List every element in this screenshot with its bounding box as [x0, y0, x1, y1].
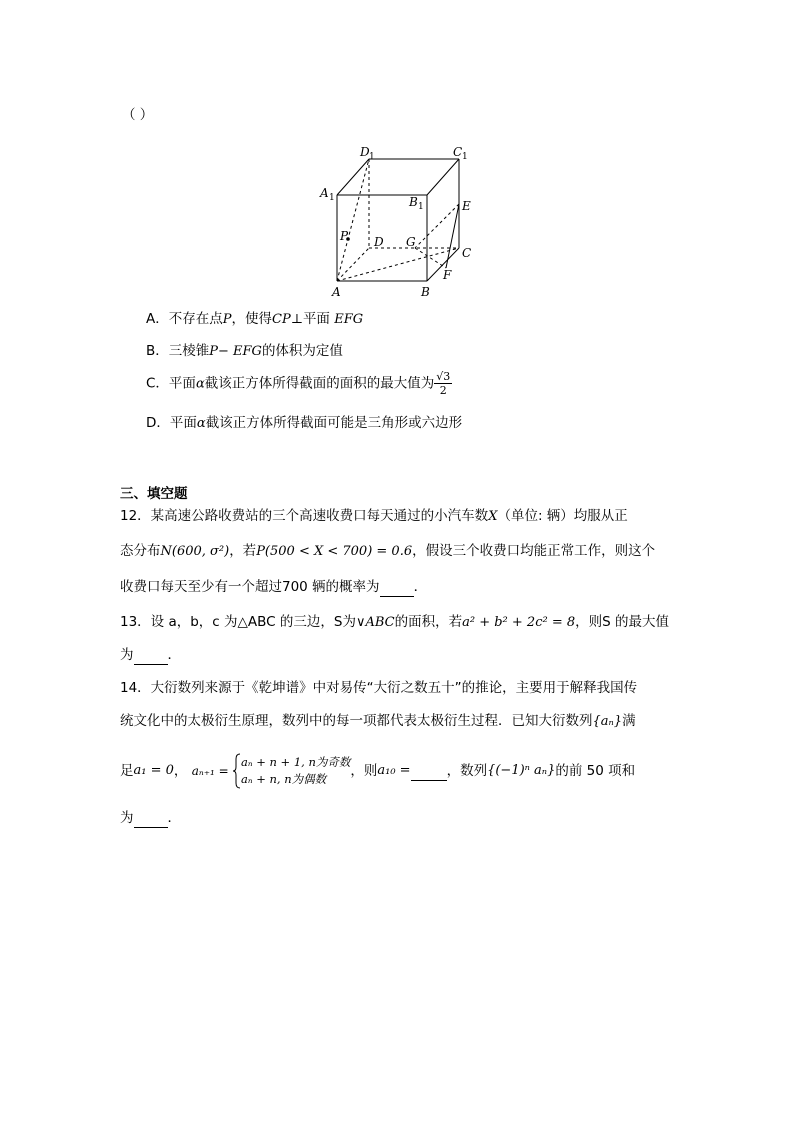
- label-p: P: [340, 229, 349, 243]
- label-g: G: [406, 235, 416, 249]
- q14-case-odd: aₙ + n + 1, n为奇数: [241, 755, 351, 769]
- q14-text-3c: ，数列: [446, 763, 488, 779]
- section-title: 三、填空题: [120, 486, 188, 502]
- q14-sep: ，: [173, 763, 188, 779]
- option-a-mid: ，使得: [231, 311, 272, 327]
- q14-line-4: [120, 809, 181, 828]
- option-a-point: P: [222, 312, 232, 327]
- q12-line-1: [120, 507, 628, 526]
- q14-line-1: 14．大衍数列来源于《乾坤谱》中对易传“大衍之数五十”的推论，主要用于解释我国传: [120, 680, 638, 696]
- q12-line-3: [120, 578, 427, 597]
- option-b: [146, 342, 343, 361]
- q14-answer-blank-1[interactable]: [411, 762, 447, 781]
- q13-text-1b: 的面积，若: [394, 614, 463, 630]
- label-d1-sub: 1: [369, 152, 375, 162]
- q12-end: ．: [413, 579, 428, 595]
- q13-answer-blank[interactable]: [134, 646, 168, 665]
- option-c-prefix: C．平面: [146, 375, 196, 392]
- label-a: A: [332, 285, 341, 299]
- q12-text-1b: （单位: 辆）均服从正: [497, 508, 628, 524]
- option-d: [146, 414, 462, 433]
- option-d-alpha: α: [196, 416, 206, 431]
- q14-text-2a: 统文化中的太极衍生原理，数列中的每一项都代表太极衍生过程．已知大衍数列: [120, 713, 593, 729]
- q13-line-2: [120, 646, 181, 665]
- q13-triangle: ∨ABC: [355, 615, 395, 630]
- q14-recurrence-lhs: aₙ₊₁ =: [191, 764, 229, 778]
- q14-case-even: aₙ + n, n为偶数: [241, 772, 327, 786]
- option-c: [146, 370, 452, 397]
- q13-equation: a² + b² + 2c² = 8: [462, 615, 576, 630]
- q14-end: ．: [167, 810, 181, 826]
- q14-piecewise: [233, 753, 350, 789]
- option-b-prefix: B．三棱锥: [146, 343, 210, 359]
- option-a: [146, 310, 363, 329]
- label-b1-sub: 1: [418, 202, 424, 212]
- option-d-suffix: 截该正方体所得截面可能是三角形或六边形: [205, 415, 463, 431]
- label-f: F: [443, 268, 452, 282]
- q12-text-3: 收费口每天至少有一个超过700 辆的概率为: [120, 579, 380, 595]
- q12-answer-blank[interactable]: [380, 578, 414, 597]
- q14-line-2: [120, 712, 636, 731]
- label-c1-sub: 1: [462, 152, 468, 162]
- q13-text-2: 为: [120, 647, 134, 663]
- label-c: C: [462, 246, 472, 260]
- q12-probability: P(500 < X < 700) = 0.6: [256, 544, 413, 559]
- option-a-cp: CP: [272, 312, 291, 327]
- option-c-numerator: √3: [436, 370, 451, 383]
- option-c-denominator: 2: [439, 384, 447, 397]
- q12-line-2: [120, 542, 655, 561]
- label-b: B: [421, 285, 430, 299]
- label-d1: D: [360, 145, 370, 159]
- label-c1: C: [453, 145, 463, 159]
- q14-text-4: 为: [120, 810, 134, 826]
- option-a-prefix: A．不存在点: [146, 311, 223, 327]
- option-c-alpha: α: [195, 376, 205, 392]
- option-d-prefix: D．平面: [146, 415, 197, 431]
- q14-answer-blank-2[interactable]: [134, 809, 168, 828]
- option-c-fraction: [434, 370, 452, 397]
- q14-text-3b: ，则: [350, 763, 378, 779]
- label-e: E: [462, 199, 471, 213]
- q13-end: ．: [167, 647, 181, 663]
- q14-sequence-2: {(−1)ⁿ aₙ}: [487, 763, 556, 778]
- q13-text-1a: 13．设 a，b，c 为△ABC 的三边，S为: [120, 614, 356, 630]
- q13-line-1: [120, 613, 669, 632]
- option-b-suffix: 的体积为定值: [261, 343, 343, 359]
- q14-text-3a: 足: [120, 763, 134, 779]
- q12-text-1a: 12．某高速公路收费站的三个高速收费口每天通过的小汽车数: [120, 508, 489, 524]
- label-a1-sub: 1: [329, 193, 335, 203]
- answer-paren: （ ）: [122, 107, 154, 123]
- q12-text-2a: 态分布: [120, 543, 161, 559]
- label-a1: A: [320, 186, 329, 200]
- label-d: D: [374, 235, 384, 249]
- label-b1: B: [409, 195, 418, 209]
- q12-var-x: X: [488, 509, 498, 524]
- q12-text-2c: ，假设三个收费口均能正常工作，则这个: [412, 543, 656, 559]
- option-b-expr: P− EFG: [209, 344, 262, 359]
- cube-figure: [310, 140, 500, 305]
- option-a-efg: EFG: [334, 312, 364, 327]
- q14-a1: a₁ = 0: [133, 763, 174, 778]
- option-c-mid: 截该正方体所得截面的面积的最大值为: [204, 375, 435, 392]
- option-a-perp: ⊥: [290, 312, 303, 327]
- q14-line-3: [120, 753, 635, 793]
- q14-text-3d: 的前 50 项和: [555, 763, 636, 779]
- brace-icon: [233, 753, 241, 789]
- q12-distribution: N(600, σ²): [160, 544, 230, 559]
- q14-a10: a₁₀ =: [377, 763, 411, 778]
- q13-text-1c: ，则S 的最大值: [575, 614, 669, 630]
- q14-text-2b: 满: [622, 713, 636, 729]
- q14-sequence: {aₙ}: [592, 714, 623, 729]
- q12-text-2b: ，若: [229, 543, 257, 559]
- option-a-plane: 平面: [302, 311, 330, 327]
